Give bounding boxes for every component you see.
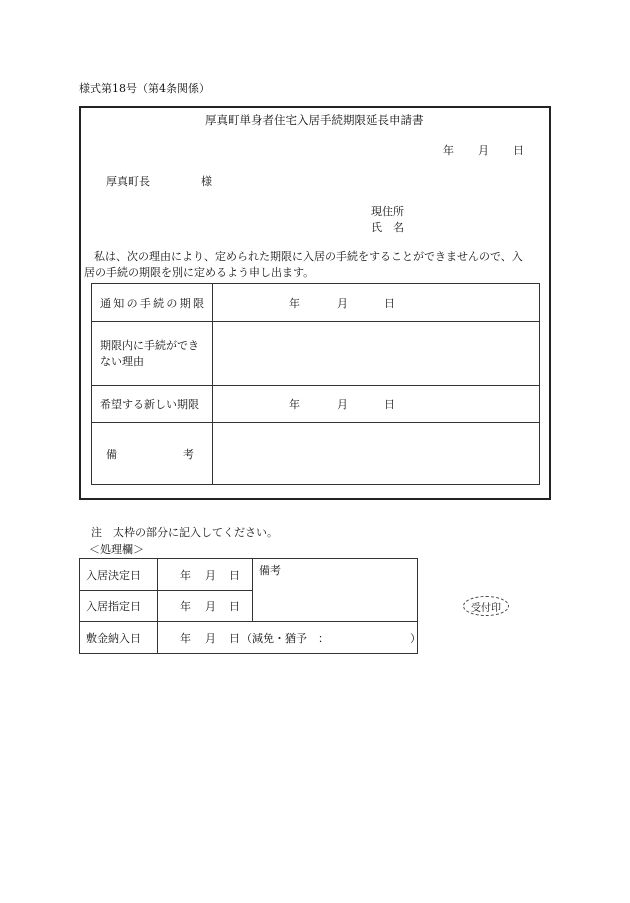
date-year: 年 [443,144,454,157]
table-row [92,322,540,386]
table-row [80,622,418,654]
reason-label-line2: ない理由 [100,354,144,368]
date-month: 月 [478,144,489,157]
addressee-name: 厚真町長 [106,175,150,188]
processing-table [79,558,421,654]
deposit-date-value[interactable]: 年 月 日 （減免・猶予 ： ） [158,622,418,654]
reason-label-line1: 期限内に手続ができ [100,338,199,352]
reception-stamp: 受付印 [463,596,509,616]
deposit-date-label: 敷金納入日 [80,622,158,654]
form-title: 厚真町単身者住宅入居手続期限延長申請書 [205,113,424,127]
remarks-value[interactable] [213,423,540,485]
decision-date-label: 入居決定日 [80,559,158,591]
address-label: 現住所 [371,205,404,218]
processing-remarks[interactable]: 備考 [253,559,418,622]
table-row [92,423,540,485]
form-number: 様式第18号（第4条関係） [79,82,210,95]
body-text-line1: 私は、次の理由により、定められた期限に入居の手続をすることができませんので、入 [94,250,523,263]
notice-deadline-label: 通 知 の 手 続 の 期 限 [100,296,204,310]
application-table [91,283,540,485]
row1-day: 日 [384,296,395,310]
row3-year: 年 [289,398,300,411]
body-text-line2: 居の手続の期限を別に定めるよう申し出ます。 [84,266,315,279]
addressee-honorific: 様 [201,175,212,188]
remarks-label: 備 考 [106,447,194,461]
row1-month: 月 [337,296,348,310]
date-day: 日 [513,144,524,157]
row1-year: 年 [289,296,300,310]
name-label: 氏 名 [371,221,404,234]
new-deadline-label: 希望する新しい期限 [92,386,213,423]
table-row [92,386,540,423]
deposit-exemption: （減免・猶予 ： [241,631,329,645]
row3-month: 月 [337,398,348,411]
processing-heading: ＜処理欄＞ [89,543,144,556]
assigned-date-label: 入居指定日 [80,591,158,622]
decision-date-value[interactable]: 年 月 日 [158,559,253,591]
table-row [80,559,418,591]
deposit-close-paren: ） [410,631,421,645]
table-row [92,284,540,322]
reason-value[interactable] [213,322,540,386]
new-deadline-value[interactable] [213,386,540,423]
notice-deadline-value[interactable] [213,284,540,322]
row3-day: 日 [384,398,395,411]
assigned-date-value[interactable]: 年 月 日 [158,591,253,622]
note-text: 注 太枠の部分に記入してください。 [91,526,278,539]
